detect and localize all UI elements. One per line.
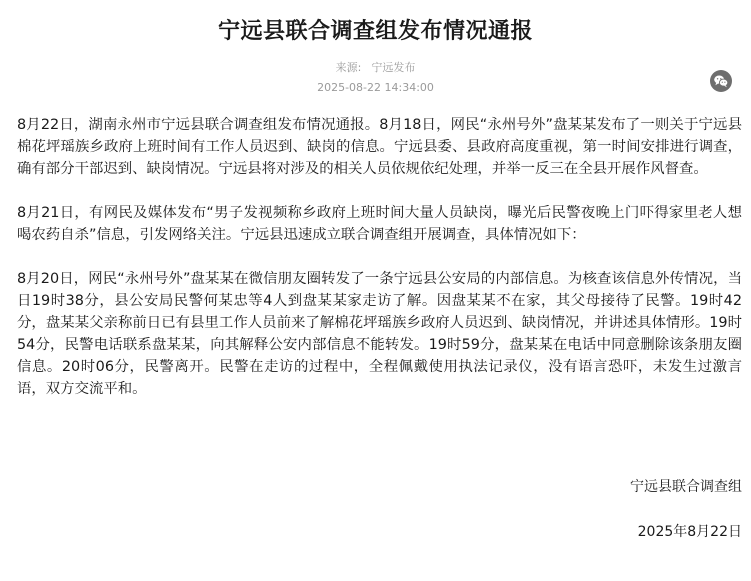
body-paragraph: 8月22日，湖南永州市宁远县联合调查组发布情况通报。8月18日，网民“永州号外”盘某某发布了一则关于宁远县棉花坪瑶族乡政府上班时间有工作人员迟到、缺岗的信息。宁远县委、县政府高度重视，第一时间安排进行调查，确有部分干部迟到、缺岗情况。宁远县将对涉及的相关人员依规依纪处理，并举一反三在全县开展作风督查。 bbox=[17, 117, 742, 177]
article-body bbox=[17, 114, 742, 422]
signature-date: 2025年8月22日 bbox=[637, 524, 742, 540]
body-paragraph: 8月20日，网民“永州号外”盘某某在微信朋友圈转发了一条宁远县公安局的内部信息。为核查该信息外传情况，当日19时38分，县公安局民警何某忠等4人到盘某某家走访了解。因盘某某不在家，其父母接待了民警。19时42分，盘某某父亲称前日已有县里工作人员前来了解棉花坪瑶族乡政府人员迟到、缺岗情况，并讲述具体情形。19时54分，民警电话联系盘某某，向其解释公安内部信息不能转发。19时59分，盘某某在电话中同意删除该条朋友圈信息。20时06分，民警离开。民警在走访的过程中，全程佩戴使用执法记录仪，没有语言恐吓，未发生过激言语，双方交流平和。 bbox=[17, 271, 742, 397]
signature-organization: 宁远县联合调查组 bbox=[630, 479, 742, 495]
publish-time: 2025-08-22 14:34:00 bbox=[317, 81, 434, 94]
article-title: 宁远县联合调查组发布情况通报 bbox=[217, 19, 533, 44]
body-paragraph: 8月21日，有网民及媒体发布“男子发视频称乡政府上班时间大量人员缺岗，曝光后民警夜晚上门吓得家里老人想喝农药自杀”信息，引发网络关注。宁远县迅速成立联合调查组开展调查，具体情况如下： bbox=[17, 205, 742, 243]
article-source bbox=[0, 61, 751, 75]
source-name[interactable]: 宁远发布 bbox=[371, 61, 416, 74]
source-label: 来源: bbox=[335, 61, 362, 74]
wechat-icon[interactable] bbox=[710, 70, 732, 92]
